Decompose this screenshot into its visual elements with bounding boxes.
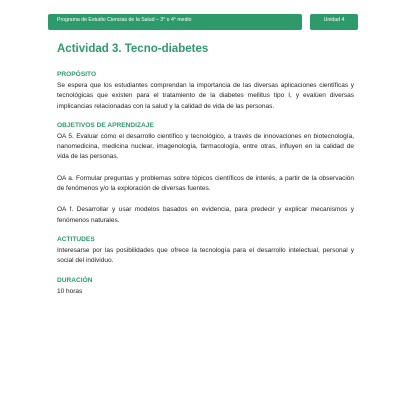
unit-label: Unidad 4 [323, 17, 345, 23]
section-text-duracion: 10 horas [57, 287, 83, 295]
activity-content [57, 42, 354, 297]
activity-title: Actividad 3. Tecno-diabetes [57, 43, 209, 55]
section-heading-duracion: DURACIÓN [57, 276, 93, 284]
section-text-proposito: Se espera que los estudiantes comprendan la importancia de las diversas aplicaciones científicas y tecnológicas que existen para el tratamiento de la diabetes mellitus tipo I, y evalúen diversas implicancias relacionadas con la salud y la calidad de vida de las personas. [57, 82, 354, 110]
header-bar [48, 14, 302, 30]
objective-item: OA 5. Evaluar cómo el desarrollo científico y tecnológico, a través de innovaciones en biotecnología, nanomedicina, medicina nuclear, imagenología, farmacología, entre otras, influyen en la calidad de vida de las personas. [57, 132, 354, 161]
section-actitudes [57, 235, 354, 267]
section-objetivos [57, 121, 354, 226]
objective-item: OA f. Desarrollar y usar modelos basados en evidencia, para predecir y explicar mecanismos y fenómenos naturales. [57, 206, 354, 224]
section-proposito [57, 70, 354, 112]
section-heading-proposito: PROPÓSITO [57, 71, 97, 78]
program-title: Programa de Estudio Ciencias de la Salud – 3° o 4° medio [57, 17, 192, 23]
section-heading-actitudes: ACTITUDES [57, 235, 95, 243]
unit-tab [310, 14, 358, 30]
section-heading-objetivos: OBJETIVOS DE APRENDIZAJE [57, 121, 154, 129]
objective-item: OA a. Formular preguntas y problemas sobre tópicos científicos de interés, a partir de la observación de fenómenos y/o la exploración de diversas fuentes. [57, 174, 354, 193]
section-duracion [57, 276, 354, 297]
section-text-actitudes: Interesarse por las posibilidades que ofrece la tecnología para el desarrollo intelectual, personal y social del individuo. [57, 246, 354, 265]
